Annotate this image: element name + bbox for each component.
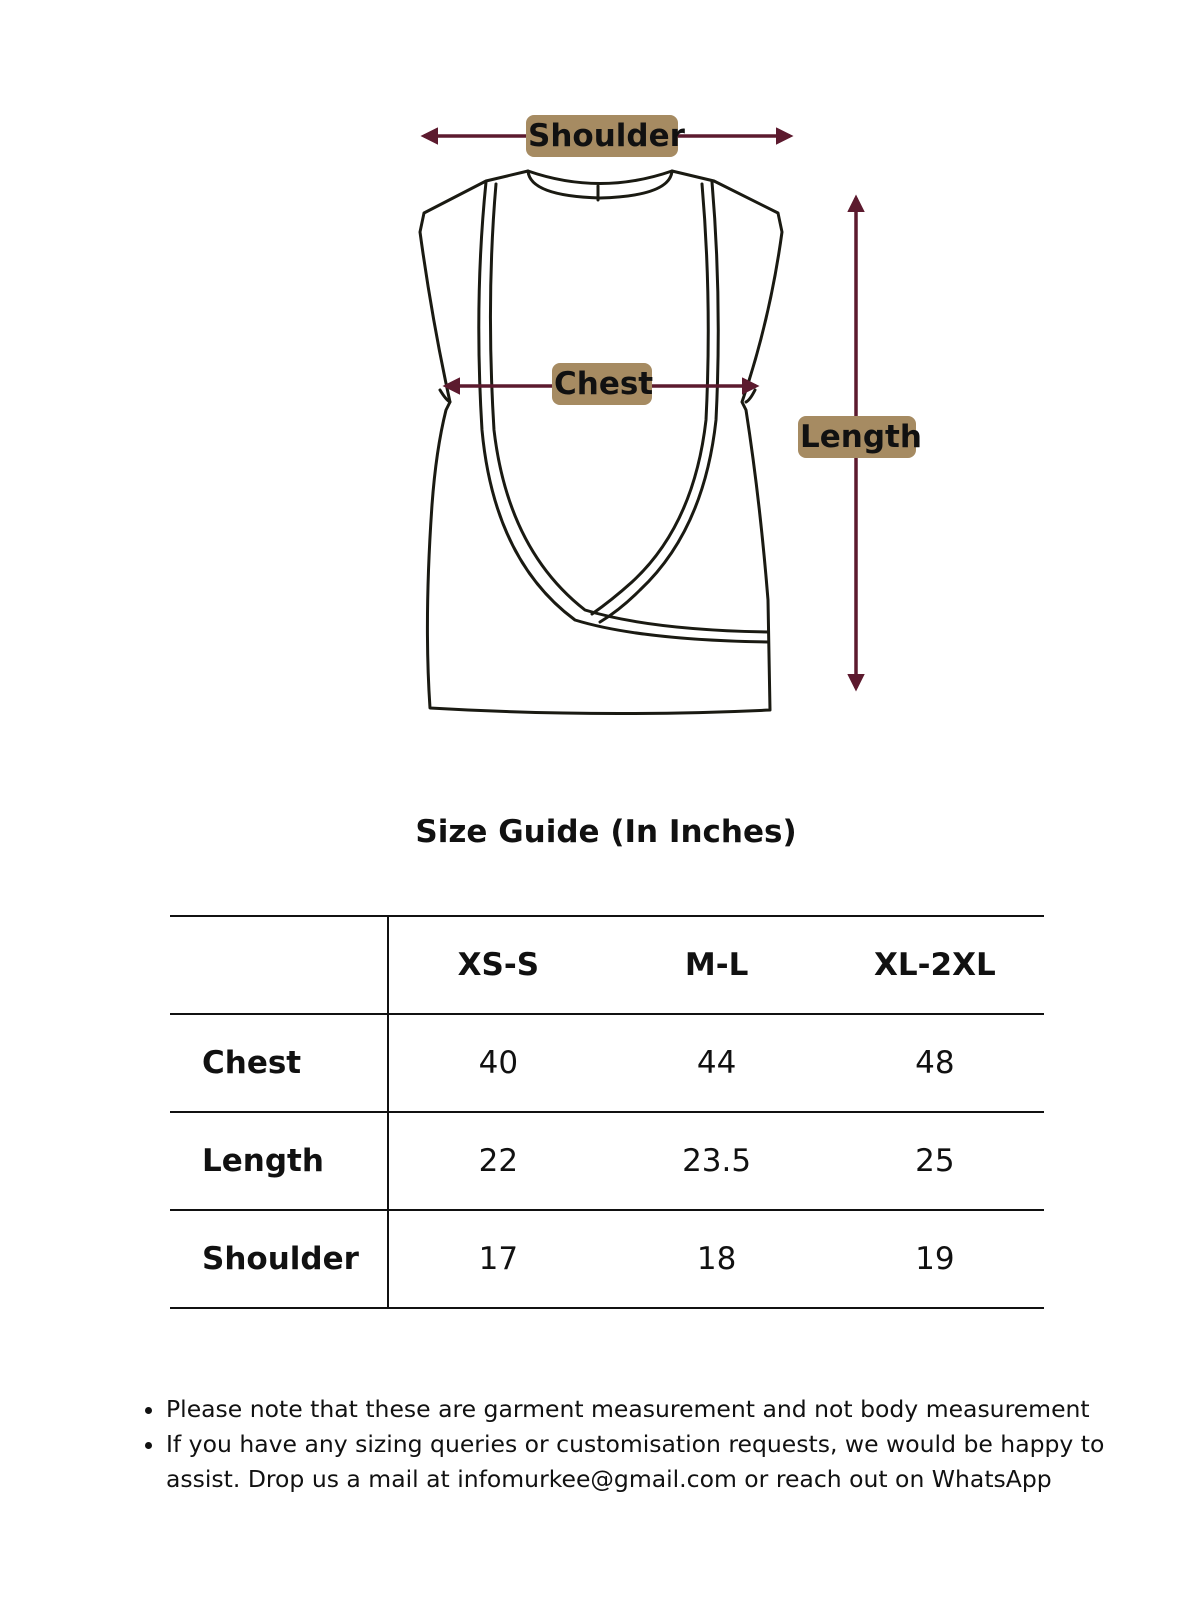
table-row [170,1112,1044,1210]
notes-list [142,1392,1166,1497]
table-header-m-l: M-L [607,916,825,1014]
note-item-garment: • Please note that these are garment measurement and not body measurement [166,1392,1166,1427]
note-item-contact: • If you have any sizing queries or customisation requests, we would be happy to assist. Drop us a mail at infomurkee@gmail.com or reach out on WhatsApp [166,1427,1166,1497]
table-header-empty [170,916,388,1014]
table-cell: 40 [388,1014,607,1112]
table-header-xl-2xl: XL-2XL [826,916,1044,1014]
table-cell: 25 [826,1112,1044,1210]
table-row [170,1210,1044,1308]
table-cell: 22 [388,1112,607,1210]
garment-outline [420,171,782,714]
size-table [170,915,1044,1309]
table-cell: 23.5 [607,1112,825,1210]
table-cell: 44 [607,1014,825,1112]
row-label-chest: Chest [170,1014,388,1112]
table-header-row [170,916,1044,1014]
chest-label: Chest [552,363,652,405]
table-cell: 17 [388,1210,607,1308]
row-label-length: Length [170,1112,388,1210]
size-guide-title: Size Guide (In Inches) [415,814,797,850]
shoulder-label: Shoulder [526,115,678,157]
row-label-shoulder: Shoulder [170,1210,388,1308]
table-cell: 19 [826,1210,1044,1308]
table-header-xs-s: XS-S [388,916,607,1014]
table-cell: 18 [607,1210,825,1308]
table-row [170,1014,1044,1112]
table-cell: 48 [826,1014,1044,1112]
length-label: Length [798,416,916,458]
